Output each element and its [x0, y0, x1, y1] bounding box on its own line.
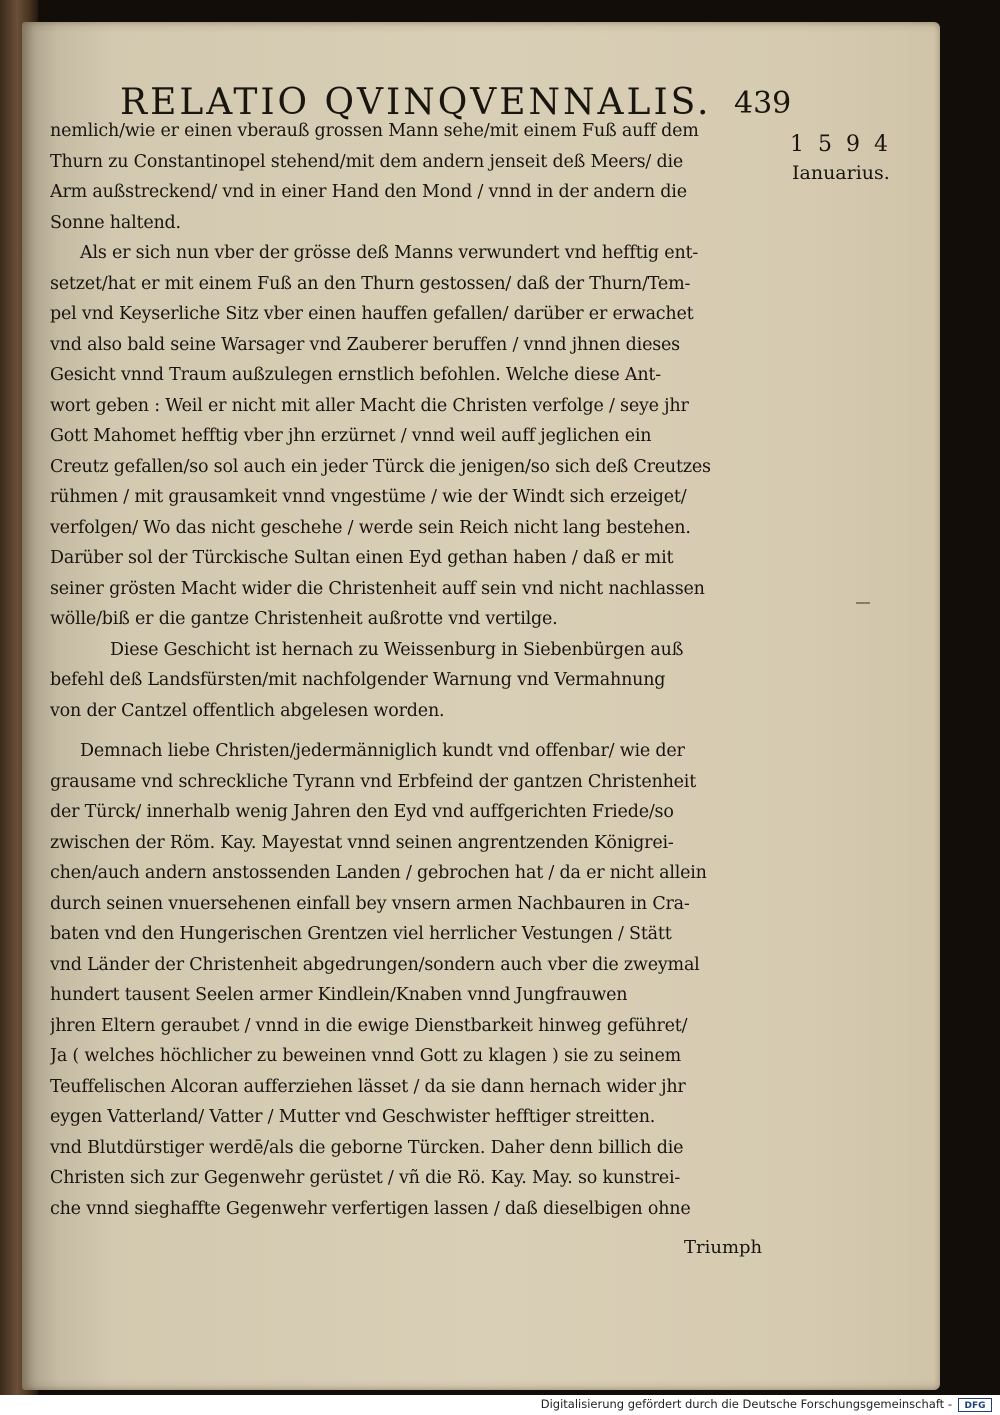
- text-line: durch seinen vnuersehenen einfall bey vnsern armen Nachbauren in Cra-: [50, 893, 690, 914]
- text-block-1: [50, 116, 780, 726]
- text-line: Gott Mahomet hefftig vber jhn erzürnet / vnnd weil auff jeglichen ein: [50, 426, 652, 446]
- text-line: Thurn zu Constantinopel stehend/mit dem andern jenseit deß Meers/ die: [50, 151, 684, 172]
- text-line: Sonne haltend.: [50, 212, 181, 233]
- text-line: che vnnd sieghaffte Gegenwehr verfertigen lassen / daß dieselbigen ohne: [50, 1198, 691, 1219]
- text-line: verfolgen/ Wo das nicht geschehe / werde sein Reich nicht lang bestehen.: [50, 517, 691, 538]
- text-line: pel vnd Keyserliche Sitz vber einen hauffen gefallen/ darüber er erwachet: [50, 304, 694, 324]
- text-line: grausame vnd schreckliche Tyrann vnd Erbfeind der gantzen Christenheit: [50, 771, 697, 792]
- text-line: Arm außstreckend/ vnd in einer Hand den Mond / vnnd in der andern die: [50, 182, 687, 202]
- text-line: eygen Vatterland/ Vatter / Mutter vnd Geschwister hefftiger streitten.: [50, 1107, 656, 1127]
- text-line: nemlich/wie er einen vberauß grossen Mann sehe/mit einem Fuß auff dem: [50, 121, 699, 141]
- margin-year: 1594: [790, 132, 902, 157]
- text-line: zwischen der Röm. Kay. Mayestat vnnd seinen angrentzenden Königrei-: [50, 832, 674, 853]
- text-line: Teuffelischen Alcoran aufferziehen lässet / da sie dann hernach wider jhr: [50, 1076, 686, 1097]
- text-line: baten vnd den Hungerischen Grentzen viel herrlicher Vestungen / Stätt: [50, 924, 672, 944]
- text-line: vnd Länder der Christenheit abgedrungen/sondern auch vber die zweymal: [50, 954, 700, 975]
- text-line: jhren Eltern geraubet / vnnd in die ewige Dienstbarkeit hinweg geführet/: [50, 1015, 688, 1036]
- dfg-logo: DFG: [958, 1398, 992, 1412]
- margin-dash: [856, 602, 870, 604]
- text-line: rühmen / mit grausamkeit vnnd vngestüme / wie der Windt sich erzeiget/: [50, 487, 687, 507]
- text-line: Als er sich nun vber der grösse deß Manns verwundert vnd hefftig ent-: [80, 243, 699, 263]
- page-number: 439: [734, 86, 792, 121]
- text-line: vnd Blutdürstiger werdē/als die geborne Türcken. Daher denn billich die: [50, 1137, 684, 1158]
- text-line: befehl deß Landsfürsten/mit nachfolgender Warnung vnd Vermahnung: [50, 670, 666, 690]
- text-line: Gesicht vnnd Traum außzulegen ernstlich befohlen. Welche diese Ant-: [50, 365, 661, 385]
- book-page: [22, 22, 940, 1390]
- text-line: wölle/biß er die gantze Christenheit außrotte vnd vertilge.: [50, 609, 558, 629]
- margin-month: Ianuarius.: [792, 162, 890, 184]
- text-block-2: [50, 736, 780, 1224]
- text-line: Christen sich zur Gegenwehr gerüstet / vñ die Rö. Kay. May. so kunstrei-: [50, 1168, 681, 1188]
- text-line: der Türck/ innerhalb wenig Jahren den Eyd vnd auffgerichten Friede/so: [50, 802, 674, 822]
- text-line: chen/auch andern anstossenden Landen / gebrochen hat / da er nicht allein: [50, 863, 707, 883]
- text-line: Darüber sol der Türckische Sultan einen Eyd gethan haben / daß er mit: [50, 548, 674, 568]
- funding-credit: Digitalisierung gefördert durch die Deutsche Forschungsgemeinschaft -: [540, 1397, 952, 1411]
- text-line: hundert tausent Seelen armer Kindlein/Knaben vnnd Jungfrauwen: [50, 985, 628, 1005]
- catchword: Triumph: [684, 1237, 763, 1258]
- text-line: wort geben : Weil er nicht mit aller Macht die Christen verfolge / seye jhr: [50, 395, 689, 416]
- text-line: vnd also bald seine Warsager vnd Zauberer beruffen / vnnd jhnen dieses: [50, 334, 680, 355]
- text-line: Ja ( welches höchlicher zu beweinen vnnd Gott zu klagen ) sie zu seinem: [50, 1046, 682, 1066]
- text-line: seiner grösten Macht wider die Christenheit auff sein vnd nicht nachlassen: [50, 578, 705, 599]
- text-line: Diese Geschicht ist hernach zu Weissenburg in Siebenbürgen auß: [110, 639, 684, 660]
- text-line: setzet/hat er mit einem Fuß an den Thurn gestossen/ daß der Thurn/Tem-: [50, 273, 691, 294]
- text-line: von der Cantzel offentlich abgelesen worden.: [50, 700, 445, 721]
- text-line: Creutz gefallen/so sol auch ein jeder Türck die jenigen/so sich deß Creutzes: [50, 456, 711, 477]
- running-title: RELATIO QVINQVENNALIS.: [120, 82, 712, 123]
- text-line: Demnach liebe Christen/jedermänniglich kundt vnd offenbar/ wie der: [80, 741, 685, 761]
- footer-bar: [0, 1395, 1000, 1415]
